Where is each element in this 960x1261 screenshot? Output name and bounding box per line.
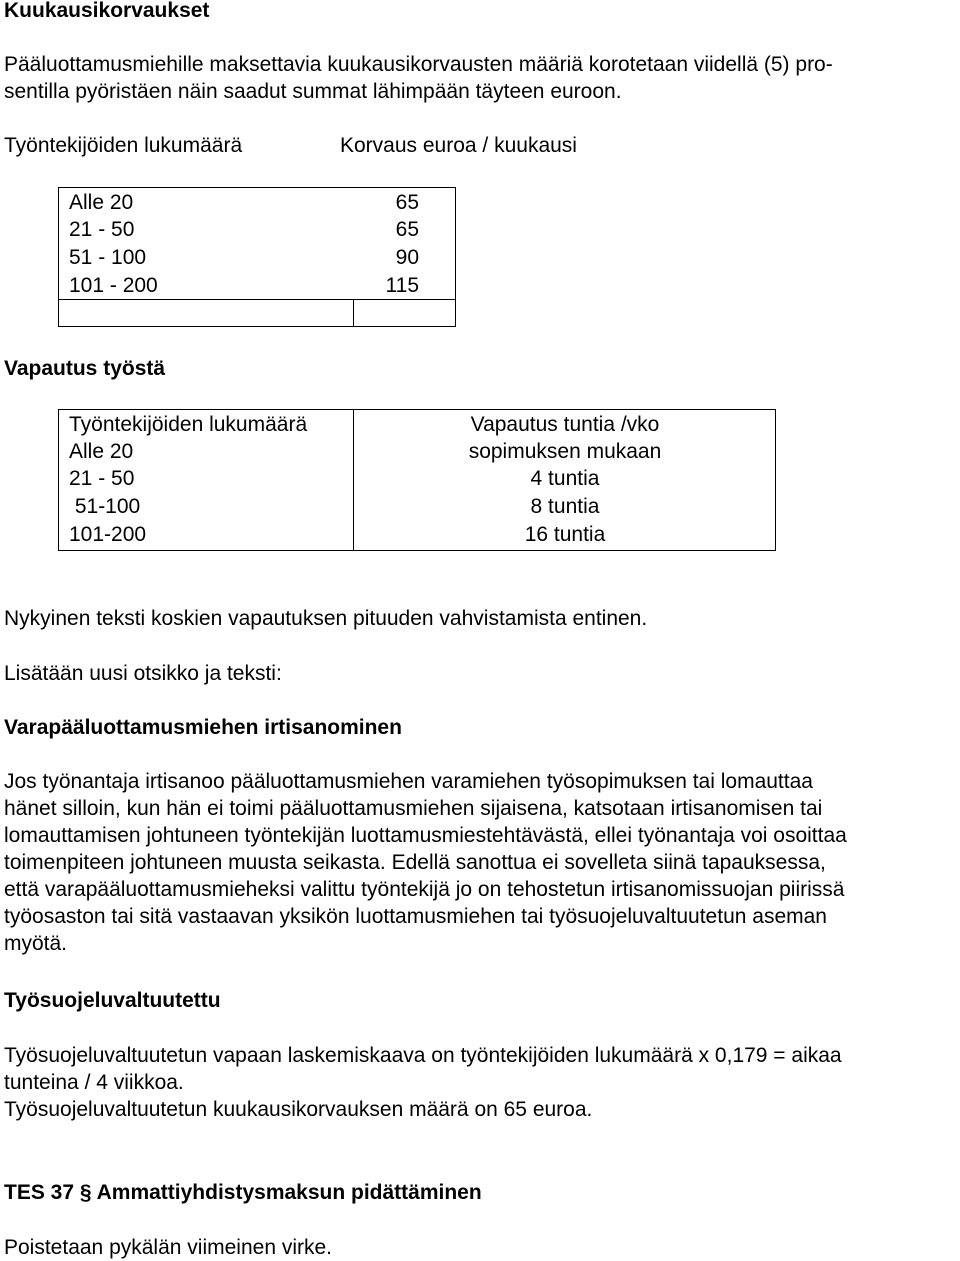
count-cell: 51 - 100 [69,246,147,269]
amount-cell: 115 [385,274,419,297]
compensation-heading: Kuukausikorvaukset [4,0,210,22]
amount-cell: 65 [395,218,419,241]
hours-cell: 8 tuntia [530,495,600,518]
count-cell: Alle 20 [69,191,134,214]
table-row [59,493,775,520]
paragraph-line: lomauttamisen johtuneen työntekijän luottamusmiestehtävästä, ellei työnantaja voi osoittaa [4,824,847,847]
count-cell: Alle 20 [69,440,134,463]
count-cell: 101-200 [69,523,147,546]
compensation-col1-header: Työntekijöiden lukumäärä [4,134,243,157]
compensation-intro [4,51,956,105]
table-divider [59,299,455,300]
exemption-heading: Vapautus työstä [4,357,166,380]
exemption-col1-header: Työntekijöiden lukumäärä [69,413,308,436]
amount-cell: 65 [395,191,419,214]
table-row [59,521,775,548]
add-heading-note: Lisätään uusi otsikko ja teksti: [4,662,282,685]
tes37-heading: TES 37 § Ammattiyhdistysmaksun pidättäminen [4,1181,482,1204]
exemption-table [58,409,776,551]
hours-cell: sopimuksen mukaan [468,440,662,463]
compensation-table [58,187,456,327]
compensation-intro-line: sentilla pyöristäen näin saadut summat lähimpään täyteen euroon. [4,80,622,103]
deputy-paragraph [4,768,956,957]
count-cell: 21 - 50 [69,218,135,241]
count-cell: 101 - 200 [69,274,158,297]
count-cell: 51-100 [69,495,141,518]
table-row [59,438,775,465]
exemption-note: Nykyinen teksti koskien vapautuksen pituuden vahvistamista entinen. [4,607,648,630]
deputy-heading: Varapääluottamusmiehen irtisanominen [4,716,402,739]
compensation-col2-header: Korvaus euroa / kuukausi [340,134,577,157]
hours-cell: 4 tuntia [530,467,600,490]
compensation-intro-line: Pääluottamusmiehille maksettavia kuukausikorvausten määriä korotetaan viidellä (5) pro- [4,53,833,76]
paragraph-line: hänet silloin, kun hän ei toimi pääluottamusmiehen sijaisena, katsotaan irtisanomisen tai [4,797,823,820]
table-row [59,465,775,492]
exemption-col2-header: Vapautus tuntia /vko [470,413,660,436]
paragraph-line: Jos työnantaja irtisanoo pääluottamusmiehen varamiehen työsopimuksen tai lomauttaa [4,770,813,793]
safety-paragraph [4,1042,956,1123]
amount-cell: 90 [395,246,419,269]
paragraph-line: toimenpiteen johtuneen muusta seikasta. Edellä sanottua ei sovelleta siinä tapauksessa, [4,851,826,874]
paragraph-line: tunteina / 4 viikkoa. [4,1071,184,1094]
safety-heading: Työsuojeluvaltuutettu [4,989,221,1012]
count-cell: 21 - 50 [69,467,135,490]
tes37-text: Poistetaan pykälän viimeinen virke. [4,1236,333,1259]
hours-cell: 16 tuntia [524,523,606,546]
paragraph-line: Työsuojeluvaltuutetun kuukausikorvauksen määrä on 65 euroa. [4,1098,593,1121]
paragraph-line: että varapääluottamusmieheksi valittu työntekijä jo on tehostetun irtisanomissuojan piirissä [4,878,845,901]
table-divider [353,300,354,326]
paragraph-line: myötä. [4,932,68,955]
paragraph-line: työosaston tai sitä vastaavan yksikön luottamusmiehen tai työsuojeluvaltuutetun aseman [4,905,827,928]
table-header-row [59,411,775,438]
paragraph-line: Työsuojeluvaltuutetun vapaan laskemiskaava on työntekijöiden lukumäärä x 0,179 = aikaa [4,1044,842,1067]
